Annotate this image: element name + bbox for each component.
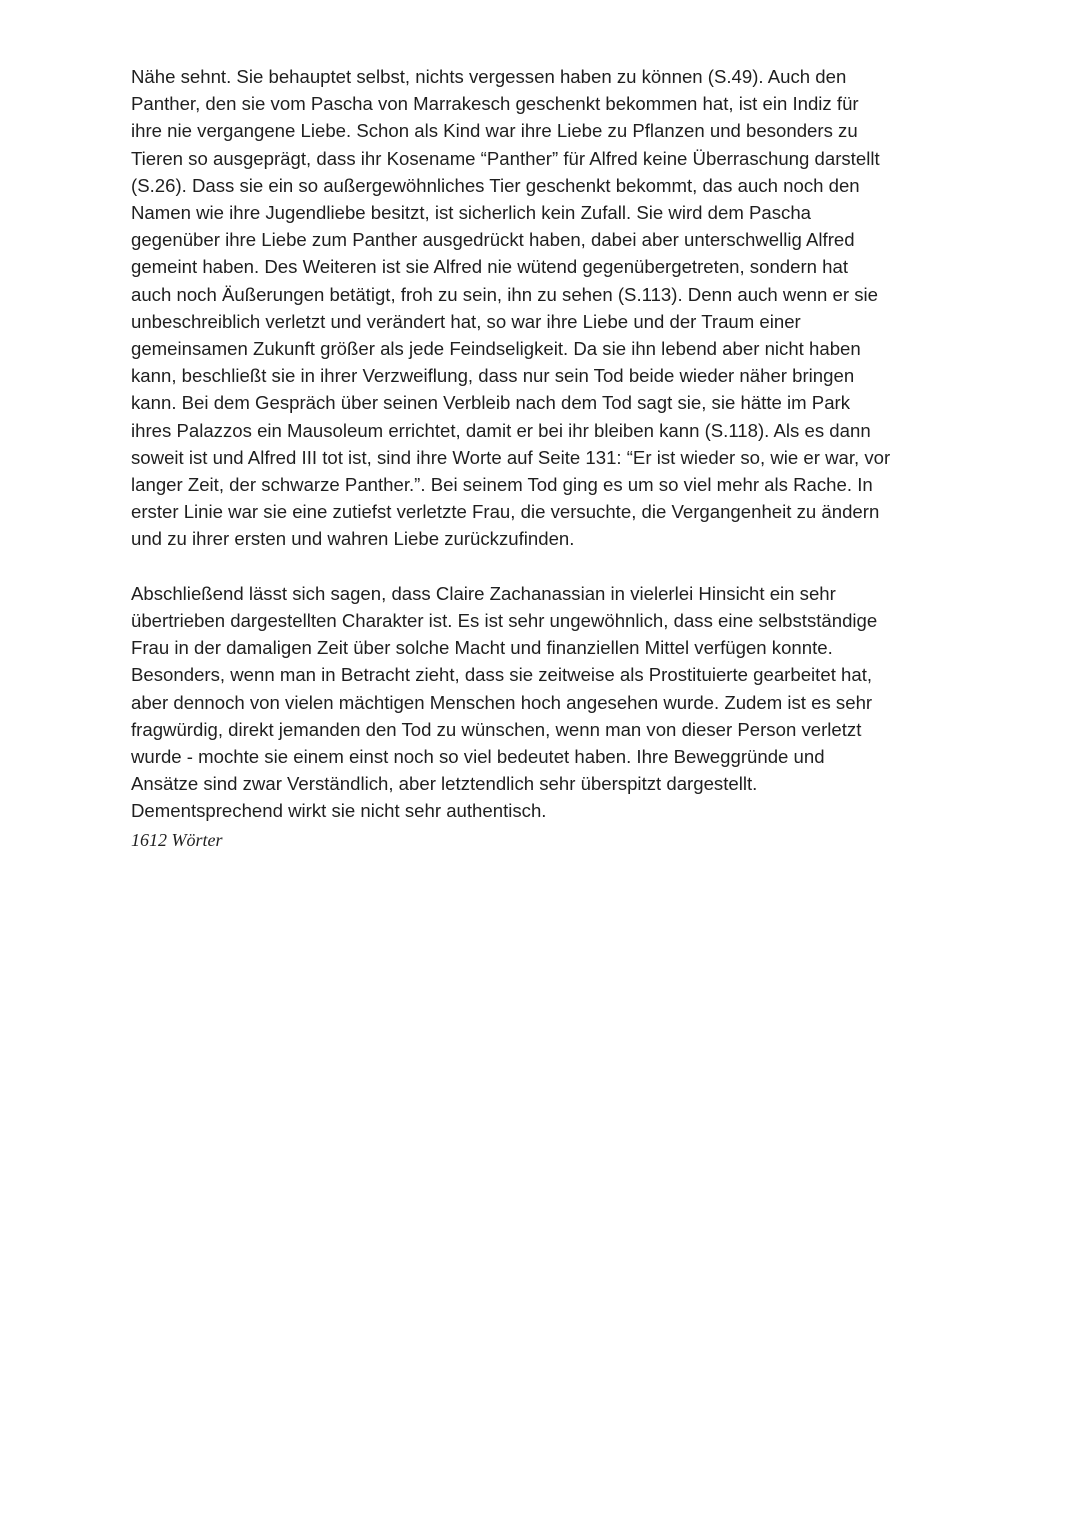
- text-line: fragwürdig, direkt jemanden den Tod zu wünschen, wenn man von dieser Person verletzt: [131, 718, 862, 740]
- text-line: kann, beschließt sie in ihrer Verzweiflung, dass nur sein Tod beide wieder näher bringen: [131, 365, 855, 387]
- text-line: auch noch Äußerungen betätigt, froh zu sein, ihn zu sehen (S.113). Denn auch wenn er sie: [131, 283, 878, 305]
- text-line: soweit ist und Alfred III tot ist, sind ihre Worte auf Seite 131: “Er ist wieder so, wie er war, vor: [131, 446, 891, 468]
- text-line: ihres Palazzos ein Mausoleum errichtet, damit er bei ihr bleiben kann (S.118). Als es dann: [131, 419, 871, 441]
- paragraph-analysis: [131, 63, 961, 553]
- text-line: Panther, den sie vom Pascha von Marrakesch geschenkt bekommen hat, ist ein Indiz für: [131, 93, 859, 115]
- text-line: übertrieben dargestellten Charakter ist. Es ist sehr ungewöhnlich, dass eine selbstständige: [131, 610, 878, 632]
- text-line: Namen wie ihre Jugendliebe besitzt, ist sicherlich kein Zufall. Sie wird dem Pascha: [131, 202, 812, 224]
- text-line: erster Linie war sie eine zutiefst verletzte Frau, die versuchte, die Vergangenheit zu ändern: [131, 501, 880, 523]
- text-line: und zu ihrer ersten und wahren Liebe zurückzufinden.: [131, 528, 575, 550]
- document-body: [131, 63, 961, 854]
- word-count: 1612 Wörter: [131, 829, 223, 850]
- text-line: wurde - mochte sie einem einst noch so viel bedeutet haben. Ihre Beweggründe und: [131, 746, 825, 768]
- text-line: Ansätze sind zwar Verständlich, aber letztendlich sehr überspitzt dargestellt.: [131, 773, 758, 795]
- text-line: Dementsprechend wirkt sie nicht sehr authentisch.: [131, 800, 547, 822]
- text-line: gegenüber ihre Liebe zum Panther ausgedrückt haben, dabei aber unterschwellig Alfred: [131, 229, 855, 251]
- text-line: (S.26). Dass sie ein so außergewöhnliches Tier geschenkt bekommt, das auch noch den: [131, 174, 860, 196]
- paragraph-conclusion: [131, 580, 961, 825]
- text-line: Abschließend lässt sich sagen, dass Claire Zachanassian in vielerlei Hinsicht ein sehr: [131, 582, 836, 604]
- text-line: Frau in der damaligen Zeit über solche Macht und finanziellen Mittel verfügen konnte.: [131, 637, 833, 659]
- text-line: kann. Bei dem Gespräch über seinen Verbleib nach dem Tod sagt sie, sie hätte im Park: [131, 392, 851, 414]
- text-line: ihre nie vergangene Liebe. Schon als Kind war ihre Liebe zu Pflanzen und besonders zu: [131, 120, 858, 142]
- text-line: gemeint haben. Des Weiteren ist sie Alfred nie wütend gegenübergetreten, sondern hat: [131, 256, 849, 278]
- text-line: Tieren so ausgeprägt, dass ihr Kosename “Panther” für Alfred keine Überraschung darstellt: [131, 147, 880, 169]
- text-line: langer Zeit, der schwarze Panther.”. Bei seinem Tod ging es um so viel mehr als Rache. In: [131, 474, 873, 496]
- text-line: Nähe sehnt. Sie behauptet selbst, nichts vergessen haben zu können (S.49). Auch den: [131, 66, 847, 87]
- text-line: unbeschreiblich verletzt und verändert hat, so war ihre Liebe und der Traum einer: [131, 310, 801, 332]
- text-line: aber dennoch von vielen mächtigen Menschen hoch angesehen wurde. Zudem ist es sehr: [131, 691, 873, 713]
- text-line: gemeinsamen Zukunft größer als jede Feindseligkeit. Da sie ihn lebend aber nicht haben: [131, 338, 861, 360]
- paragraph-spacer: [131, 553, 961, 580]
- text-line: Besonders, wenn man in Betracht zieht, dass sie zeitweise als Prostituierte gearbeitet hat,: [131, 664, 873, 686]
